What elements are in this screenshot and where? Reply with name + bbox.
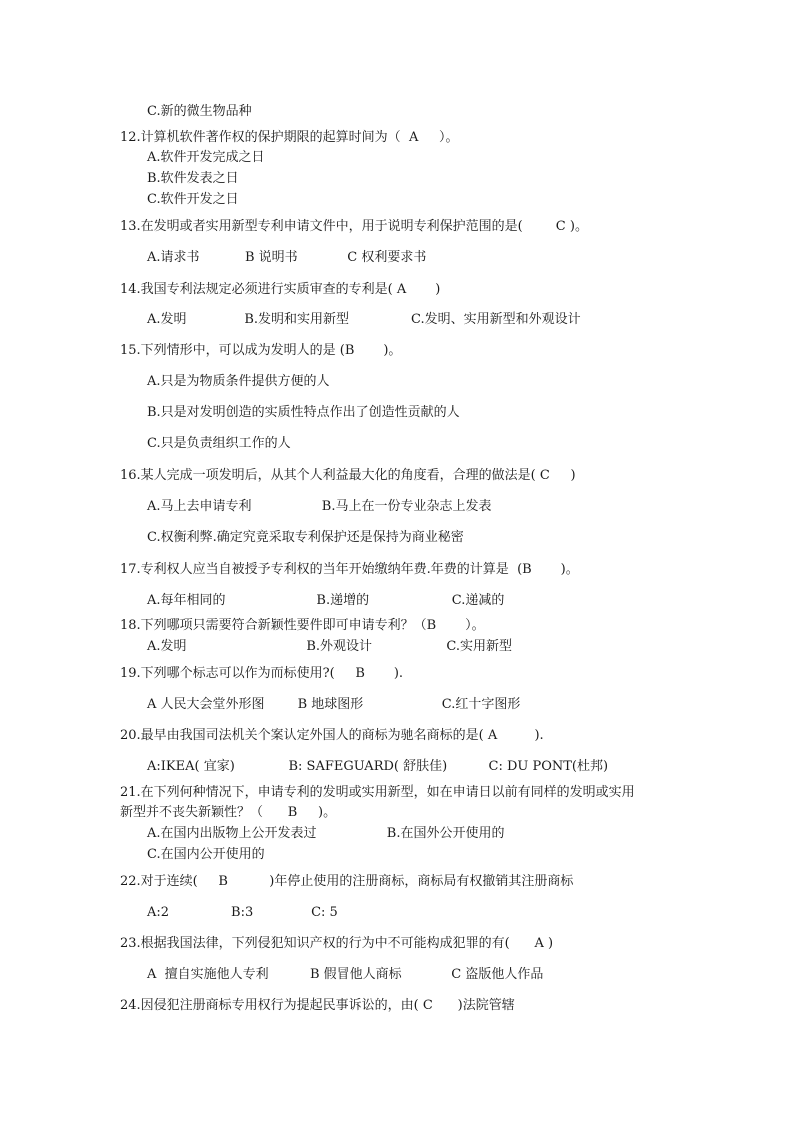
question-15-option-a: A.只是为物质条件提供方便的人 [147,374,330,389]
question-14-options: A.发明 B.发明和实用新型 C.发明、实用新型和外观设计 [147,312,581,327]
question-12-option-c: C.软件开发之日 [147,192,239,207]
question-23-options: A 擅自实施他人专利 B 假冒他人商标 C 盗版他人作品 [147,967,544,982]
question-11-option-c: C.新的微生物品种 [147,104,252,119]
question-18-options: A.发明 B.外观设计 C.实用新型 [147,639,513,654]
question-23-stem: 23.根据我国法律，下列侵犯知识产权的行为中不可能构成犯罪的有( A ) [120,936,554,951]
question-21-stem: 21.在下列何种情况下，申请专利的发明或实用新型，如在申请日以前有同样的发明或实用 [120,785,635,800]
question-16-stem: 16.某人完成一项发明后，从其个人利益最大化的角度看，合理的做法是( C ) [120,468,576,483]
question-22-options: A:2 B:3 C: 5 [147,905,338,920]
question-21-option-c: C.在国内公开使用的 [147,847,265,862]
question-21-stem-continued: 新型并不丧失新颖性？（ B )。 [120,805,337,820]
question-19-stem: 19.下列哪个标志可以作为而标使用?( B ). [120,666,404,681]
question-17-stem: 17.专利权人应当自被授予专利权的当年开始缴纳年费.年费的计算是 (B )。 [120,562,579,577]
question-16-option-c: C.权衡利弊.确定究竟采取专利保护还是保持为商业秘密 [147,530,464,545]
question-16-options-ab: A.马上去申请专利 B.马上在一份专业杂志上发表 [147,499,492,514]
question-15-option-c: C.只是负责组织工作的人 [147,436,291,451]
question-15-stem: 15.下列情形中，可以成为发明人的是 (B )。 [120,343,402,358]
question-24-stem: 24.因侵犯注册商标专用权行为提起民事诉讼的，由( C )法院管辖 [120,998,515,1013]
question-19-options: A 人民大会堂外形图 B 地球图形 C.红十字图形 [147,697,521,712]
question-12-option-a: A.软件开发完成之日 [147,150,265,165]
question-15-option-b: B.只是对发明创造的实质性特点作出了创造性贡献的人 [147,405,460,420]
question-22-stem: 22.对于连续( B )年停止使用的注册商标，商标局有权撤销其注册商标 [120,874,574,889]
question-13-options: A.请求书 B 说明书 C 权利要求书 [147,250,427,265]
question-20-options: A:IKEA( 宜家) B: SAFEGUARD( 舒肤佳) C: DU PONT(杜邦) [147,759,609,774]
question-18-stem: 18.下列哪项只需要符合新颖性要件即可申请专利？（B ）。 [120,618,485,633]
question-20-stem: 20.最早由我国司法机关个案认定外国人的商标为驰名商标的是( A ). [120,728,544,743]
question-21-options-ab: A.在国内出版物上公开发表过 B.在国外公开使用的 [147,826,505,841]
question-17-options: A.每年相同的 B.递增的 C.递减的 [147,593,505,608]
question-14-stem: 14.我国专利法规定必须进行实质审查的专利是( A ) [120,282,441,297]
question-12-option-b: B.软件发表之日 [147,171,239,186]
question-12-stem: 12.计算机软件著作权的保护期限的起算时间为（ A ）。 [120,130,459,145]
question-13-stem: 13.在发明或者实用新型专利申请文件中，用于说明专利保护范围的是( C )。 [120,219,588,234]
